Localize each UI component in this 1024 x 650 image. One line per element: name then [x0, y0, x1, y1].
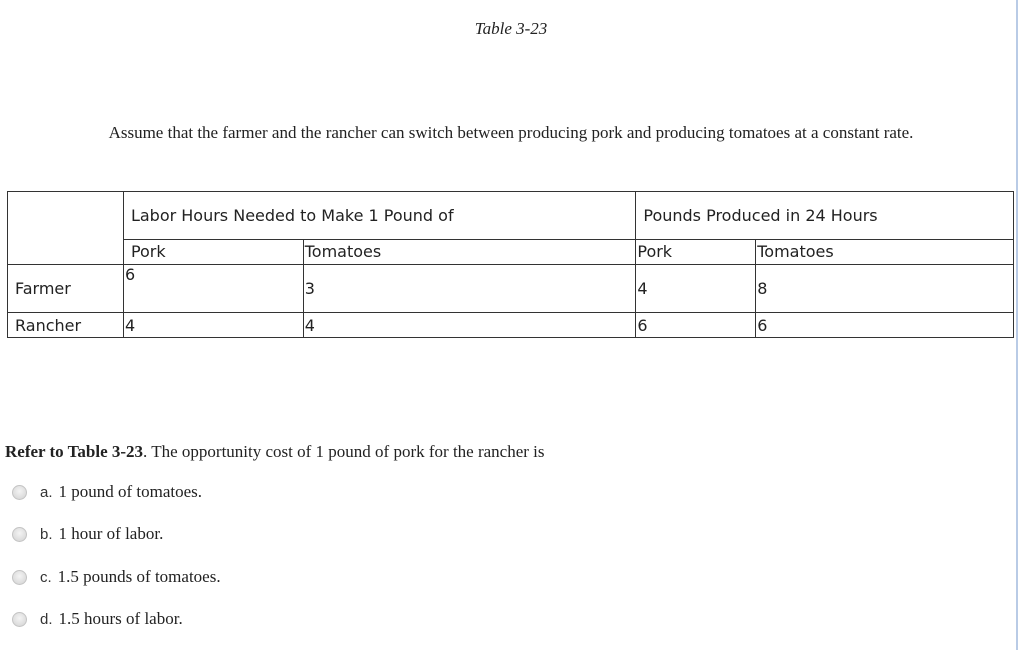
option-b[interactable] — [12, 524, 163, 544]
labor-hours-header: Labor Hours Needed to Make 1 Pound of — [123, 192, 635, 240]
subheader-tomatoes-pounds: Tomatoes — [756, 240, 1014, 265]
cell-farmer-tomatoes-pounds: 8 — [756, 265, 1014, 313]
question-body: . The opportunity cost of 1 pound of pork for the rancher is — [143, 442, 545, 461]
question-reference: Refer to Table 3-23 — [5, 442, 144, 461]
cell-farmer-tomatoes-hours: 3 — [303, 265, 636, 313]
table-row-farmer — [8, 265, 1014, 313]
option-a[interactable] — [12, 482, 202, 502]
pounds-produced-header: Pounds Produced in 24 Hours — [636, 192, 1014, 240]
radio-button-b[interactable] — [12, 527, 27, 542]
data-table — [7, 191, 1014, 338]
table-header-row — [8, 192, 1014, 240]
window-border — [1016, 0, 1018, 650]
subheader-pork-hours: Pork — [123, 240, 303, 265]
row-label-rancher: Rancher — [8, 313, 124, 338]
cell-rancher-tomatoes-pounds: 6 — [756, 313, 1014, 338]
option-letter-c: c. — [40, 568, 52, 586]
option-letter-b: b. — [40, 525, 53, 543]
option-text-b: 1 hour of labor. — [58, 524, 164, 543]
option-c[interactable] — [12, 567, 221, 587]
cell-rancher-pork-pounds: 6 — [636, 313, 756, 338]
cell-farmer-pork-pounds: 4 — [636, 265, 756, 313]
corner-cell — [8, 192, 124, 265]
table-row-rancher — [8, 313, 1014, 338]
radio-button-d[interactable] — [12, 612, 27, 627]
radio-button-c[interactable] — [12, 570, 27, 585]
cell-rancher-tomatoes-hours: 4 — [303, 313, 636, 338]
question-text — [5, 442, 545, 462]
cell-farmer-pork-hours: 6 — [123, 265, 303, 313]
table-caption: Table 3-23 — [474, 19, 548, 38]
option-letter-a: a. — [40, 483, 53, 501]
intro-text: Assume that the farmer and the rancher can switch between producing pork and producing tomatoes at a constant rate. — [108, 123, 914, 142]
option-letter-d: d. — [40, 610, 53, 628]
radio-button-a[interactable] — [12, 485, 27, 500]
cell-rancher-pork-hours: 4 — [123, 313, 303, 338]
row-label-farmer: Farmer — [8, 265, 124, 313]
option-text-c: 1.5 pounds of tomatoes. — [57, 567, 221, 586]
subheader-pork-pounds: Pork — [636, 240, 756, 265]
table-subheader-row — [8, 240, 1014, 265]
option-text-a: 1 pound of tomatoes. — [58, 482, 203, 501]
option-text-d: 1.5 hours of labor. — [58, 609, 183, 628]
option-d[interactable] — [12, 609, 183, 629]
subheader-tomatoes-hours: Tomatoes — [303, 240, 636, 265]
